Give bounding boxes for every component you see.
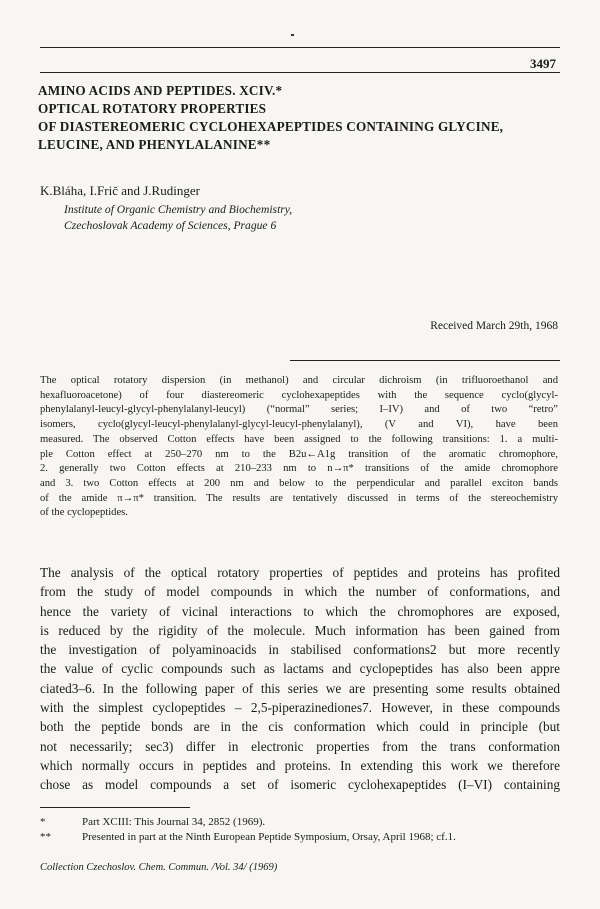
body-line: the value of cyclic compounds such as lactams and cyclopeptides has also been appre: [40, 661, 560, 677]
affiliation-line: Czechoslovak Academy of Sciences, Prague 6: [64, 218, 277, 232]
footnote-text: Part XCIII: This Journal 34, 2852 (1969).: [82, 816, 266, 828]
abstract-line: of the cyclopeptides.: [40, 507, 128, 519]
body-line: The analysis of the optical rotatory properties of peptides and proteins has profited: [40, 565, 560, 580]
title-line: AMINO ACIDS AND PEPTIDES. XCIV.*: [38, 83, 283, 98]
abstract-line: and 3. two Cotton effects at 200 nm and below to the perpendicular and parallel exciton bands: [40, 477, 558, 489]
body-line: not necessarily; sec3) differ in electronic properties from the trans conformation: [40, 738, 560, 754]
abstract-line: of the amide π→π* transition. The results are tentatively discussed in terms of the stereochemistry: [40, 492, 558, 504]
abstract-line: hexafluoroacetone) of four diastereomeric cyclohexapeptides with the sequence cyclo(glycyl-: [40, 389, 558, 401]
article-title: [38, 82, 568, 154]
body-line: chose as model compounds a set of isomeric cyclohexapeptides (I–VI) containing: [40, 777, 560, 793]
journal-footer: Collection Czechoslov. Chem. Commun. /Vol. 34/ (1969): [40, 862, 278, 873]
footnote: [40, 815, 456, 830]
authors: K.Bláha, I.Frič and J.Rudinger: [40, 183, 200, 198]
abstract-line: 2. generally two Cotton effects at 210–233 nm to n→π* transitions of the amide chromophore: [40, 463, 558, 475]
abstract-line: isomers, cyclo(glycyl-leucyl-phenylalanyl-glycyl-leucyl-phenylalanyl), (V and VI), have been: [40, 419, 558, 431]
title-line: OF DIASTEREOMERIC CYCLOHEXAPEPTIDES CONTAINING GLYCINE,: [38, 119, 504, 134]
page-number: 3497: [530, 56, 556, 71]
body-line: the investigation of polyaminoacids in stabilised conformations2 but more recently: [40, 642, 560, 658]
body-line: hence the variety of vicinal interactions to which the chromophores are exposed,: [40, 603, 560, 619]
title-line: LEUCINE, AND PHENYLALANINE**: [38, 137, 271, 152]
received-date: Received March 29th, 1968: [430, 320, 558, 332]
footnote-rule: [40, 807, 190, 808]
footnote: [40, 830, 456, 845]
footnote-mark: **: [40, 831, 51, 843]
body-line: ciated3–6. In the following paper of this series we are presenting some results obtained: [40, 680, 560, 696]
affiliation: [64, 202, 292, 233]
body-text: [40, 563, 560, 795]
abstract-line: The optical rotatory dispersion (in methanol) and circular dichroism (in trifluoroethanol and: [40, 375, 558, 386]
footnotes: [40, 815, 456, 845]
body-line: which normally occurs in peptides and proteins. In extending this work we therefore: [40, 757, 560, 773]
body-line: from the study of model compounds in which the number of conformations, and: [40, 584, 560, 600]
body-line: both the peptide bonds are in the cis conformation which could in principle (but: [40, 719, 560, 735]
abstract-line: phenylalanyl-leucyl-glycyl-phenylalanyl-leucyl) (“normal” series; I–IV) and of two “retro”: [40, 404, 558, 416]
header-rule-lower: [40, 72, 560, 73]
abstract-line: measured. The observed Cotton effects have been assigned to the following transitions: 1. a multi-: [40, 433, 558, 445]
abstract-line: ple Cotton effect at 250–270 nm to the B2u←A1g transition of the aromatic chromophore,: [40, 448, 558, 460]
scan-speck: [291, 34, 294, 36]
affiliation-line: Institute of Organic Chemistry and Biochemistry,: [64, 203, 293, 216]
footnote-mark: *: [40, 816, 46, 828]
title-line: OPTICAL ROTATORY PROPERTIES: [38, 101, 267, 116]
body-line: is reduced by the rigidity of the molecule. Much information has been gained from: [40, 622, 560, 638]
footnote-text: Presented in part at the Ninth European Peptide Symposium, Orsay, April 1968; cf.1.: [82, 831, 456, 843]
header-rule: [40, 47, 560, 48]
abstract: [40, 374, 558, 521]
abstract-rule: [290, 360, 560, 361]
body-line: with the simplest cyclopeptides – 2,5-piperazinediones7. However, in these compounds: [40, 700, 560, 716]
